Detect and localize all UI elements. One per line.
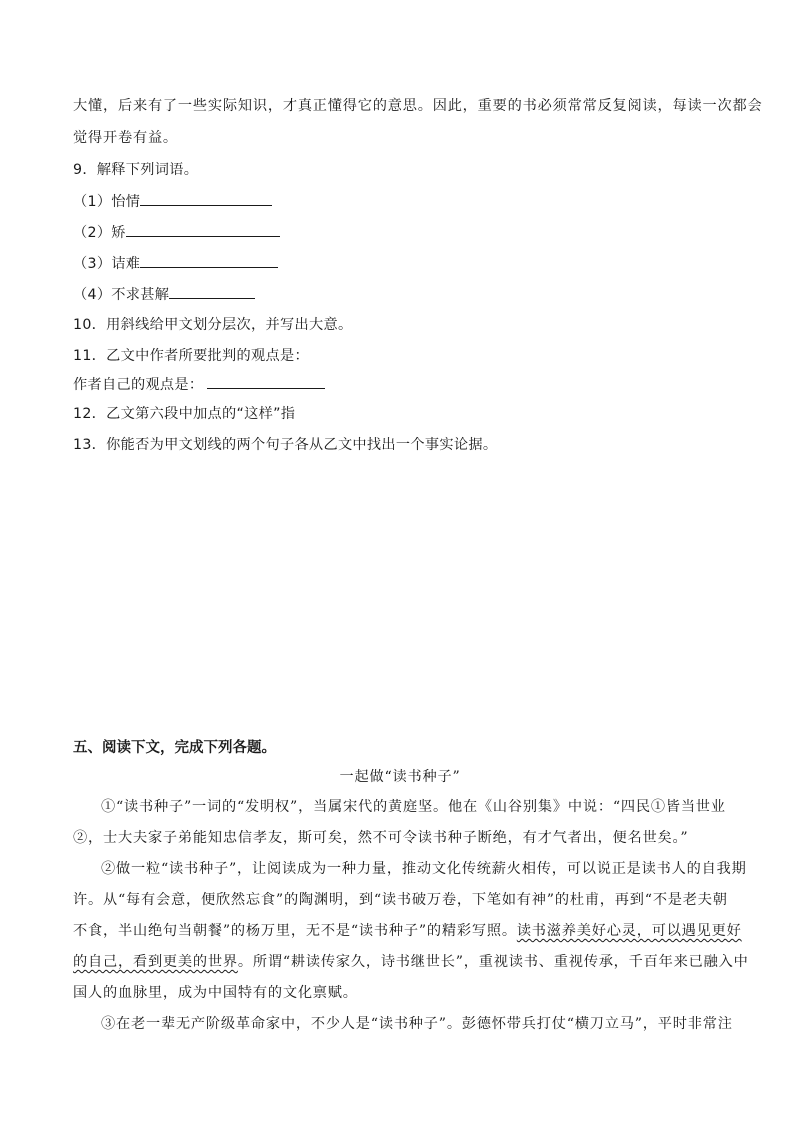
passage-line: 觉得开卷有益。 xyxy=(73,130,178,146)
item-label: （4）不求甚解 xyxy=(73,287,170,303)
answer-blank[interactable] xyxy=(140,253,278,268)
answer-blank[interactable] xyxy=(140,191,272,206)
question-9-prompt: 9．解释下列词语。 xyxy=(73,162,199,178)
paragraph-line xyxy=(73,952,749,972)
text-run: 。所谓“耕读传家久，诗书继世长”，重视读书、重视传承，千百年来已融入中 xyxy=(237,954,749,970)
item-label: （3）诘难 xyxy=(73,256,141,272)
item-label: （2）矫 xyxy=(73,225,126,241)
question-9-item-2 xyxy=(73,222,280,243)
question-9-item-3 xyxy=(73,253,278,274)
paragraph-line: 国人的血脉里，成为中国特有的文化禀赋。 xyxy=(73,985,358,1001)
answer-blank[interactable] xyxy=(207,374,325,389)
paragraph-line: ②，士大夫家子弟能知忠信孝友，斯可矣，然不可令读书种子断绝，有才气者出，便名世矣。” xyxy=(73,830,689,846)
paragraph-line: ③在老一辈无产阶级革命家中，不少人是“读书种子”。彭德怀带兵打仗“横刀立马”，平时非常注 xyxy=(101,1016,733,1032)
paragraph-line: 许。从“每有会意，便欣然忘食”的陶渊明，到“读书破万卷，下笔如有神”的杜甫，再到“不是老夫朝 xyxy=(73,892,728,908)
item-label: （1）怡情 xyxy=(73,194,141,210)
wavy-underlined-sentence: 读书滋养美好心灵，可以遇见更好 xyxy=(516,923,742,939)
question-9-item-4 xyxy=(73,284,255,305)
question-11-sub xyxy=(73,374,325,395)
answer-blank[interactable] xyxy=(169,284,255,299)
question-10: 10．用斜线给甲文划分层次，并写出大意。 xyxy=(73,317,353,333)
passage-line: 大懂，后来有了一些实际知识，才真正懂得它的意思。因此，重要的书必须常常反复阅读，每读一次都会 xyxy=(73,98,763,114)
question-12: 12．乙文第六段中加点的“这样”指 xyxy=(73,406,296,422)
section-heading: 五、阅读下文，完成下列各题。 xyxy=(73,740,276,756)
paragraph-line xyxy=(73,921,742,941)
question-11-prompt: 11．乙文中作者所要批判的观点是： xyxy=(73,348,309,364)
sub-label: 作者自己的观点是： xyxy=(73,377,204,393)
paragraph-line: ②做一粒“读书种子”，让阅读成为一种力量，推动文化传统薪火相传，可以说正是读书人的自我期 xyxy=(101,861,747,877)
answer-blank[interactable] xyxy=(126,222,280,237)
paragraph-line: ①“读书种子”一词的“发明权”，当属宋代的黄庭坚。他在《山谷别集》中说：“四民①皆当世业 xyxy=(101,799,726,815)
article-title: 一起做“读书种子” xyxy=(339,769,461,785)
question-13: 13．你能否为甲文划线的两个句子各从乙文中找出一个事实论据。 xyxy=(73,437,498,453)
wavy-underlined-sentence: 的自己，看到更美的世界 xyxy=(73,954,238,970)
text-run: 不食，半山绝句当朝餐”的杨万里，无不是“读书种子”的精彩写照。 xyxy=(73,923,517,939)
question-9-item-1 xyxy=(73,191,272,212)
